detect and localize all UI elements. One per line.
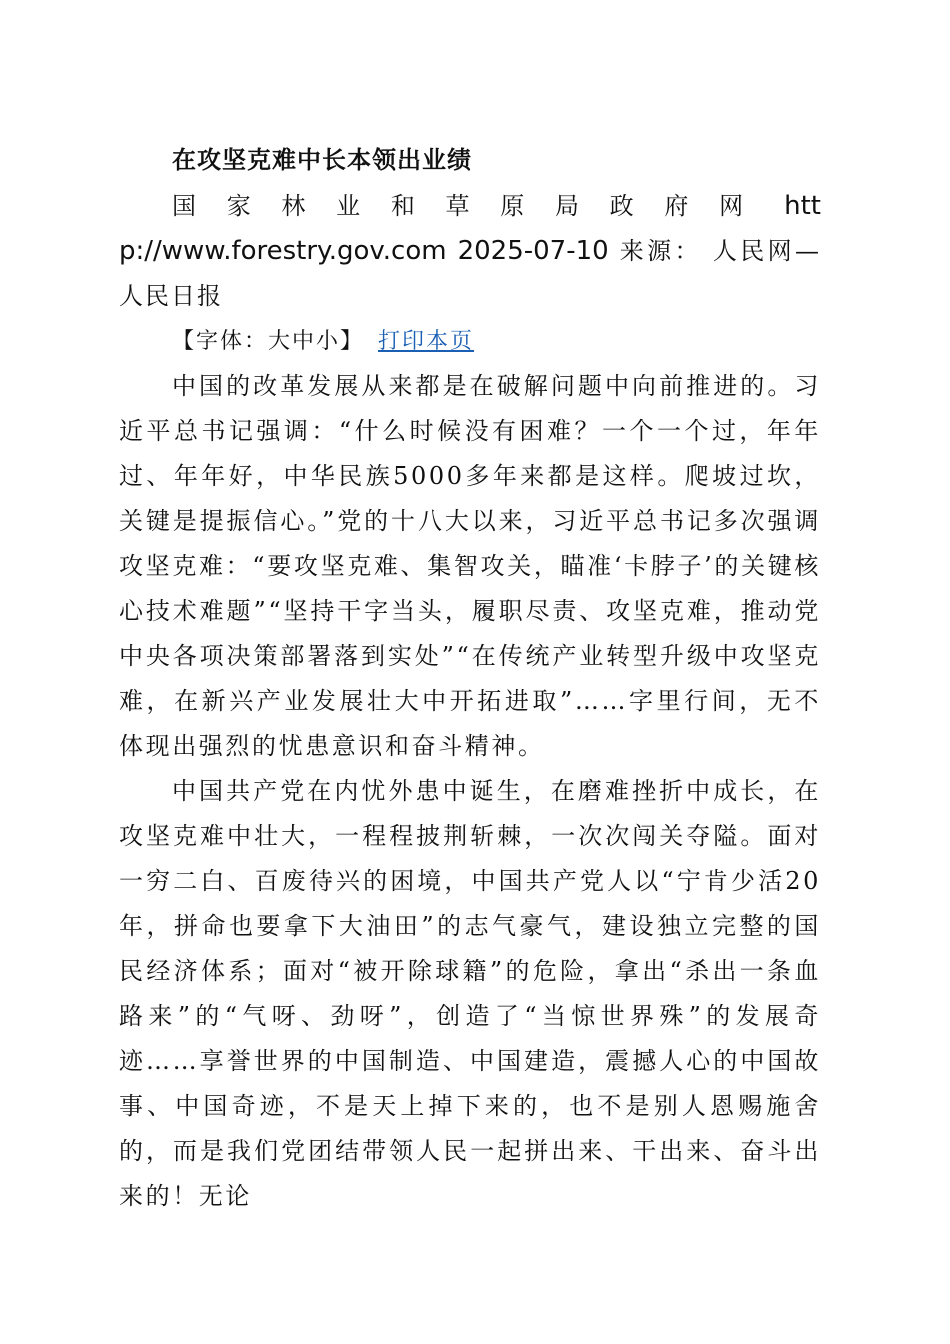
source-label: 来源：	[619, 237, 702, 265]
article-title: 在攻坚克难中长本领出业绩	[172, 146, 472, 174]
article-paragraph: 中国的改革发展从来都是在破解问题中向前推进的。习近平总书记强调：“什么时候没有困难？一个一个过，年年过、年年好，中华民族5000多年来都是这样。爬坡过坎，关键是提振信心。”党的十八大以来，习近平总书记多次强调攻坚克难：“要攻坚克难、集智攻关，瞄准‘卡脖子’的关键核心技术难题”“坚持干字当头，履职尽责、攻坚克难，推动党中央各项决策部署落到实处”“在传统产业转型升级中攻坚克难，在新兴产业发展壮大中开拓进取”……字里行间，无不体现出强烈的忧患意识和奋斗精神。	[119, 372, 821, 760]
font-size-row	[119, 319, 821, 364]
source-name: 人民网—人民日报	[119, 237, 822, 310]
article-body	[119, 140, 821, 1219]
print-page-link[interactable]: 打印本页	[378, 329, 475, 354]
source-site: 国家林业和草原局政府网	[172, 192, 774, 220]
source-url: http://www.forestry.gov.com	[119, 191, 821, 266]
article-paragraph: 中国共产党在内忧外患中诞生，在磨难挫折中成长，在攻坚克难中壮大，一程程披荆斩棘，一次次闯关夺隘。面对一穷二白、百废待兴的困境，中国共产党人以“宁肯少活20年，拼命也要拿下大油田”的志气豪气，建设独立完整的国民经济体系；面对“被开除球籍”的危险，拿出“杀出一条血路来”的“气呀、劲呀”，创造了“当惊世界殊”的发展奇迹……享誉世界的中国制造、中国建造，震撼人心的中国故事、中国奇迹，不是天上掉下来的，也不是别人恩赐施舍的，而是我们党团结带领人民一起拼出来、干出来、奋斗出来的！无论	[119, 777, 821, 1210]
publish-date: 2025-07-10	[457, 236, 609, 266]
article-meta	[119, 184, 821, 319]
font-size-control[interactable]: 【字体：大中小】	[172, 329, 365, 354]
